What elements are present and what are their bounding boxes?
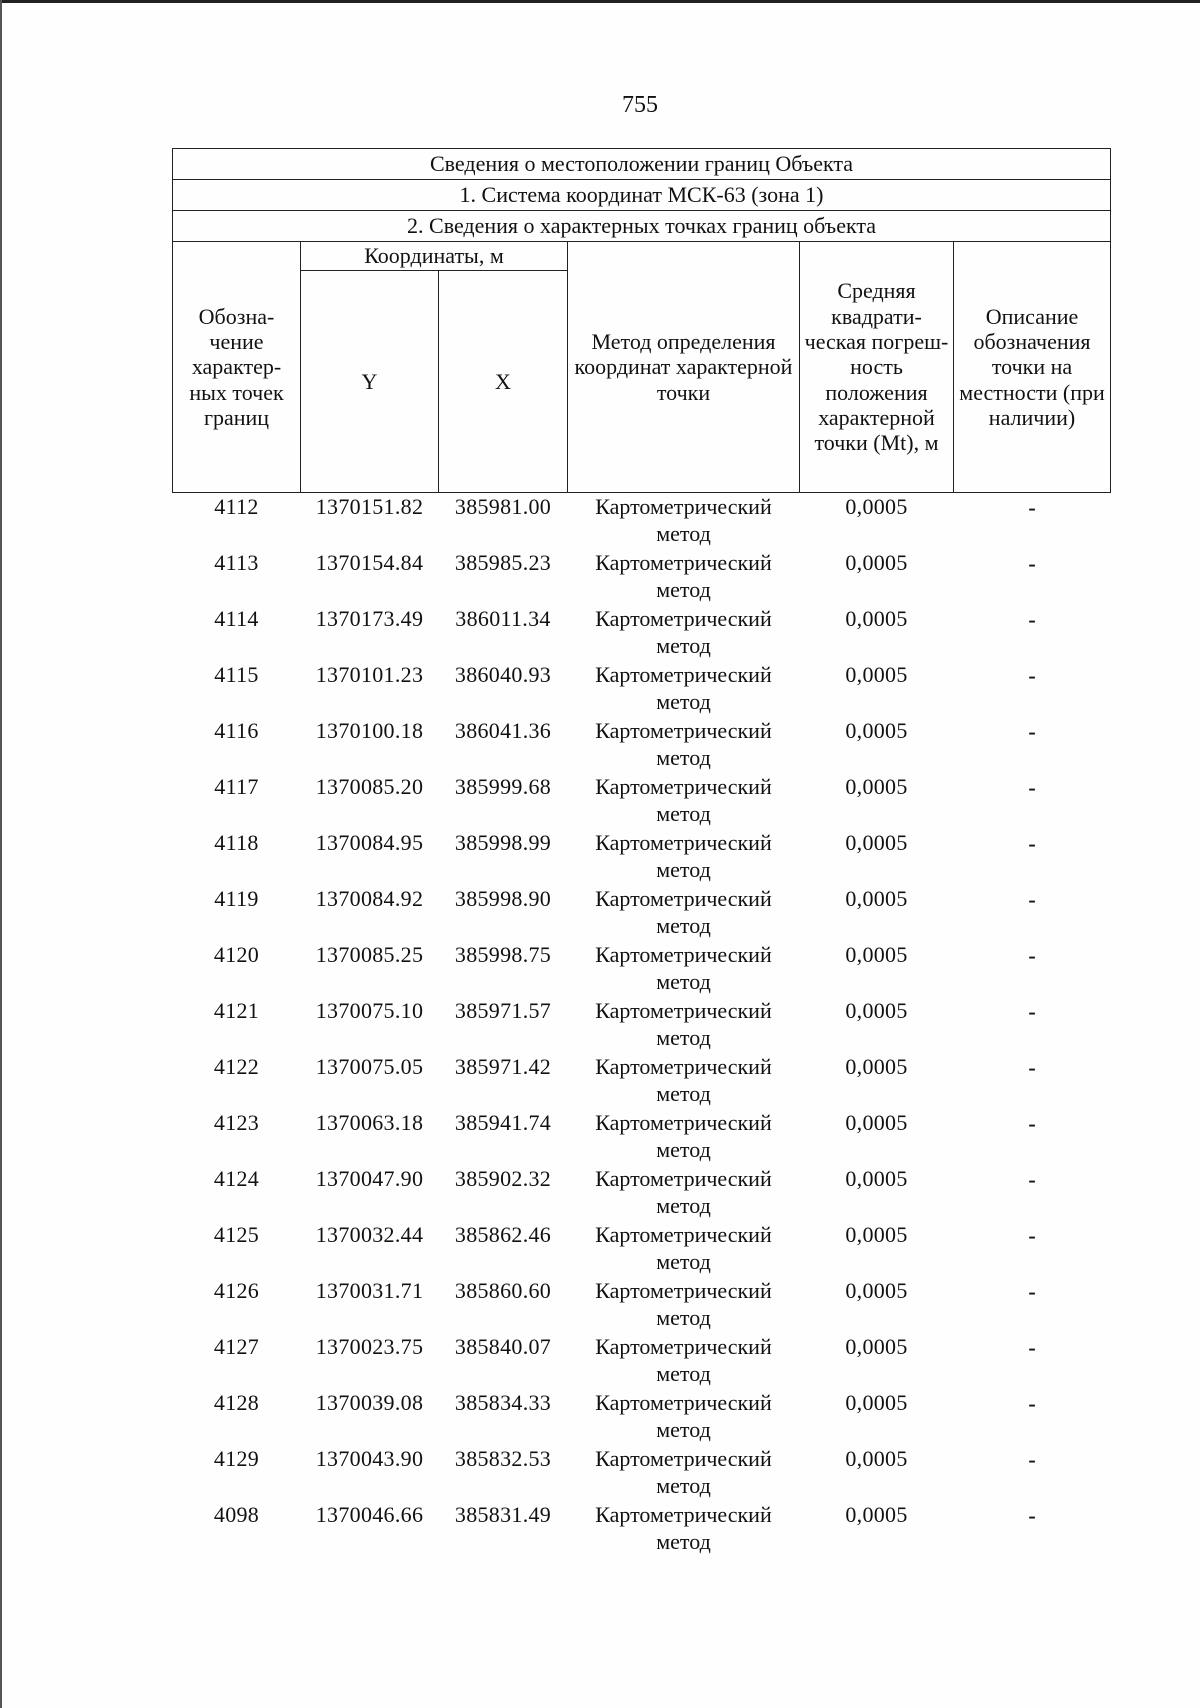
method-cell: Картометрический метод xyxy=(595,494,772,546)
description-cell: - xyxy=(1028,663,1036,688)
error-cell: 0,0005 xyxy=(845,494,908,519)
error-cell: 0,0005 xyxy=(845,1166,908,1191)
y-coordinate-cell: 1370173.49 xyxy=(315,606,424,631)
header-coordinates: Координаты, м xyxy=(301,242,568,271)
error-cell: 0,0005 xyxy=(845,1390,908,1415)
table-row xyxy=(173,997,1111,1053)
table-row xyxy=(173,717,1111,773)
method-cell: Картометрический метод xyxy=(595,886,772,938)
error-cell: 0,0005 xyxy=(845,942,908,967)
x-coordinate-cell: 385998.75 xyxy=(454,942,552,967)
table-row xyxy=(173,1501,1111,1557)
description-cell: - xyxy=(1028,495,1036,520)
x-coordinate-cell: 385832.53 xyxy=(454,1446,552,1471)
description-cell: - xyxy=(1028,999,1036,1024)
scan-edge-top xyxy=(0,0,1200,3)
table-row xyxy=(173,1221,1111,1277)
y-coordinate-cell: 1370085.20 xyxy=(315,774,424,799)
error-cell: 0,0005 xyxy=(845,1110,908,1135)
y-coordinate-cell: 1370023.75 xyxy=(315,1334,424,1359)
point-id-cell: 4114 xyxy=(214,606,259,631)
method-cell: Картометрический метод xyxy=(595,774,772,826)
method-cell: Картометрический метод xyxy=(595,1278,772,1330)
error-cell: 0,0005 xyxy=(845,1446,908,1471)
x-coordinate-cell: 385998.99 xyxy=(454,830,552,855)
table-row xyxy=(173,493,1111,550)
y-coordinate-cell: 1370031.71 xyxy=(315,1278,424,1303)
description-cell: - xyxy=(1028,1503,1036,1528)
error-cell: 0,0005 xyxy=(845,1502,908,1527)
error-cell: 0,0005 xyxy=(845,774,908,799)
description-cell: - xyxy=(1028,551,1036,576)
description-cell: - xyxy=(1028,775,1036,800)
table-row xyxy=(173,1165,1111,1221)
description-cell: - xyxy=(1028,1391,1036,1416)
page-number: 755 xyxy=(622,92,658,118)
description-cell: - xyxy=(1028,943,1036,968)
table-row xyxy=(173,1389,1111,1445)
header-method: Метод определения координат характерной точки xyxy=(568,242,800,493)
table-title-object-boundaries: Сведения о местоположении границ Объекта xyxy=(173,149,1111,180)
point-id-cell: 4117 xyxy=(214,774,259,799)
method-cell: Картометрический метод xyxy=(595,942,772,994)
x-coordinate-cell: 385840.07 xyxy=(454,1334,552,1359)
header-description: Описание обозначения точки на местности (при наличии) xyxy=(954,242,1111,493)
point-id-cell: 4115 xyxy=(214,662,259,687)
x-coordinate-cell: 385999.68 xyxy=(454,774,552,799)
method-cell: Картометрический метод xyxy=(595,1166,772,1218)
x-coordinate-cell: 386011.34 xyxy=(455,606,551,631)
x-coordinate-cell: 385985.23 xyxy=(454,550,552,575)
x-coordinate-cell: 385998.90 xyxy=(454,886,552,911)
table-row xyxy=(173,829,1111,885)
table-row xyxy=(173,549,1111,605)
header-point-id: Обозна-чение характер-ных точек границ xyxy=(173,242,301,493)
table-row xyxy=(173,773,1111,829)
point-id-cell: 4118 xyxy=(214,830,259,855)
header-x: X xyxy=(439,271,568,493)
point-id-cell: 4127 xyxy=(213,1334,260,1359)
error-cell: 0,0005 xyxy=(845,718,908,743)
table-row xyxy=(173,1053,1111,1109)
point-id-cell: 4116 xyxy=(214,718,259,743)
y-coordinate-cell: 1370063.18 xyxy=(315,1110,424,1135)
method-cell: Картометрический метод xyxy=(595,1054,772,1106)
description-cell: - xyxy=(1028,607,1036,632)
error-cell: 0,0005 xyxy=(845,550,908,575)
error-cell: 0,0005 xyxy=(845,1222,908,1247)
point-id-cell: 4119 xyxy=(214,886,259,911)
method-cell: Картометрический метод xyxy=(595,550,772,602)
table-row xyxy=(173,1277,1111,1333)
header-y: Y xyxy=(301,271,439,493)
y-coordinate-cell: 1370046.66 xyxy=(315,1502,424,1527)
error-cell: 0,0005 xyxy=(845,606,908,631)
x-coordinate-cell: 385941.74 xyxy=(454,1110,552,1135)
table-row xyxy=(173,1445,1111,1501)
point-id-cell: 4124 xyxy=(213,1166,260,1191)
point-id-cell: 4113 xyxy=(214,550,259,575)
y-coordinate-cell: 1370085.25 xyxy=(315,942,424,967)
x-coordinate-cell: 385981.00 xyxy=(454,494,552,519)
point-id-cell: 4112 xyxy=(214,494,259,519)
description-cell: - xyxy=(1028,1335,1036,1360)
point-id-cell: 4098 xyxy=(213,1502,260,1527)
error-cell: 0,0005 xyxy=(845,1278,908,1303)
method-cell: Картометрический метод xyxy=(595,718,772,770)
point-id-cell: 4122 xyxy=(213,1054,260,1079)
x-coordinate-cell: 385831.49 xyxy=(454,1502,552,1527)
y-coordinate-cell: 1370075.10 xyxy=(315,998,424,1023)
method-cell: Картометрический метод xyxy=(595,1446,772,1498)
x-coordinate-cell: 385971.42 xyxy=(454,1054,552,1079)
scan-edge-left xyxy=(0,0,2,1708)
y-coordinate-cell: 1370154.84 xyxy=(315,550,424,575)
error-cell: 0,0005 xyxy=(845,830,908,855)
method-cell: Картометрический метод xyxy=(595,1390,772,1442)
method-cell: Картометрический метод xyxy=(595,1110,772,1162)
method-cell: Картометрический метод xyxy=(595,606,772,658)
y-coordinate-cell: 1370100.18 xyxy=(315,718,424,743)
description-cell: - xyxy=(1028,1167,1036,1192)
method-cell: Картометрический метод xyxy=(595,662,772,714)
y-coordinate-cell: 1370047.90 xyxy=(315,1166,424,1191)
error-cell: 0,0005 xyxy=(845,1054,908,1079)
error-cell: 0,0005 xyxy=(845,998,908,1023)
method-cell: Картометрический метод xyxy=(595,1334,772,1386)
description-cell: - xyxy=(1028,1279,1036,1304)
y-coordinate-cell: 1370043.90 xyxy=(315,1446,424,1471)
table-row xyxy=(173,605,1111,661)
description-cell: - xyxy=(1028,1055,1036,1080)
point-id-cell: 4128 xyxy=(213,1390,260,1415)
description-cell: - xyxy=(1028,831,1036,856)
description-cell: - xyxy=(1028,1111,1036,1136)
x-coordinate-cell: 385834.33 xyxy=(454,1390,552,1415)
table-row xyxy=(173,1109,1111,1165)
table-row xyxy=(173,885,1111,941)
y-coordinate-cell: 1370084.95 xyxy=(315,830,424,855)
y-coordinate-cell: 1370032.44 xyxy=(315,1222,424,1247)
header-error: Средняя квадрати-ческая погреш-ность положения характерной точки (Mt), м xyxy=(800,242,954,493)
method-cell: Картометрический метод xyxy=(595,1222,772,1274)
point-id-cell: 4120 xyxy=(213,942,260,967)
boundary-points-table xyxy=(172,148,1111,1557)
point-id-cell: 4129 xyxy=(213,1446,260,1471)
x-coordinate-cell: 385902.32 xyxy=(454,1166,552,1191)
table-row xyxy=(173,941,1111,997)
description-cell: - xyxy=(1028,719,1036,744)
x-coordinate-cell: 386040.93 xyxy=(454,662,552,687)
table-title-characteristic-points: 2. Сведения о характерных точках границ объекта xyxy=(173,211,1111,242)
table-title-coordinate-system: 1. Система координат МСК-63 (зона 1) xyxy=(173,180,1111,211)
description-cell: - xyxy=(1028,887,1036,912)
error-cell: 0,0005 xyxy=(845,886,908,911)
method-cell: Картометрический метод xyxy=(595,830,772,882)
y-coordinate-cell: 1370084.92 xyxy=(315,886,424,911)
y-coordinate-cell: 1370151.82 xyxy=(315,494,424,519)
description-cell: - xyxy=(1028,1223,1036,1248)
x-coordinate-cell: 386041.36 xyxy=(454,718,552,743)
y-coordinate-cell: 1370039.08 xyxy=(315,1390,424,1415)
point-id-cell: 4123 xyxy=(213,1110,260,1135)
table-row xyxy=(173,661,1111,717)
x-coordinate-cell: 385860.60 xyxy=(454,1278,552,1303)
point-id-cell: 4121 xyxy=(213,998,260,1023)
description-cell: - xyxy=(1028,1447,1036,1472)
error-cell: 0,0005 xyxy=(845,662,908,687)
error-cell: 0,0005 xyxy=(845,1334,908,1359)
y-coordinate-cell: 1370075.05 xyxy=(315,1054,424,1079)
x-coordinate-cell: 385862.46 xyxy=(454,1222,552,1247)
y-coordinate-cell: 1370101.23 xyxy=(315,662,424,687)
method-cell: Картометрический метод xyxy=(595,1502,772,1554)
table-row xyxy=(173,1333,1111,1389)
point-id-cell: 4126 xyxy=(213,1278,260,1303)
x-coordinate-cell: 385971.57 xyxy=(454,998,552,1023)
method-cell: Картометрический метод xyxy=(595,998,772,1050)
point-id-cell: 4125 xyxy=(213,1222,260,1247)
